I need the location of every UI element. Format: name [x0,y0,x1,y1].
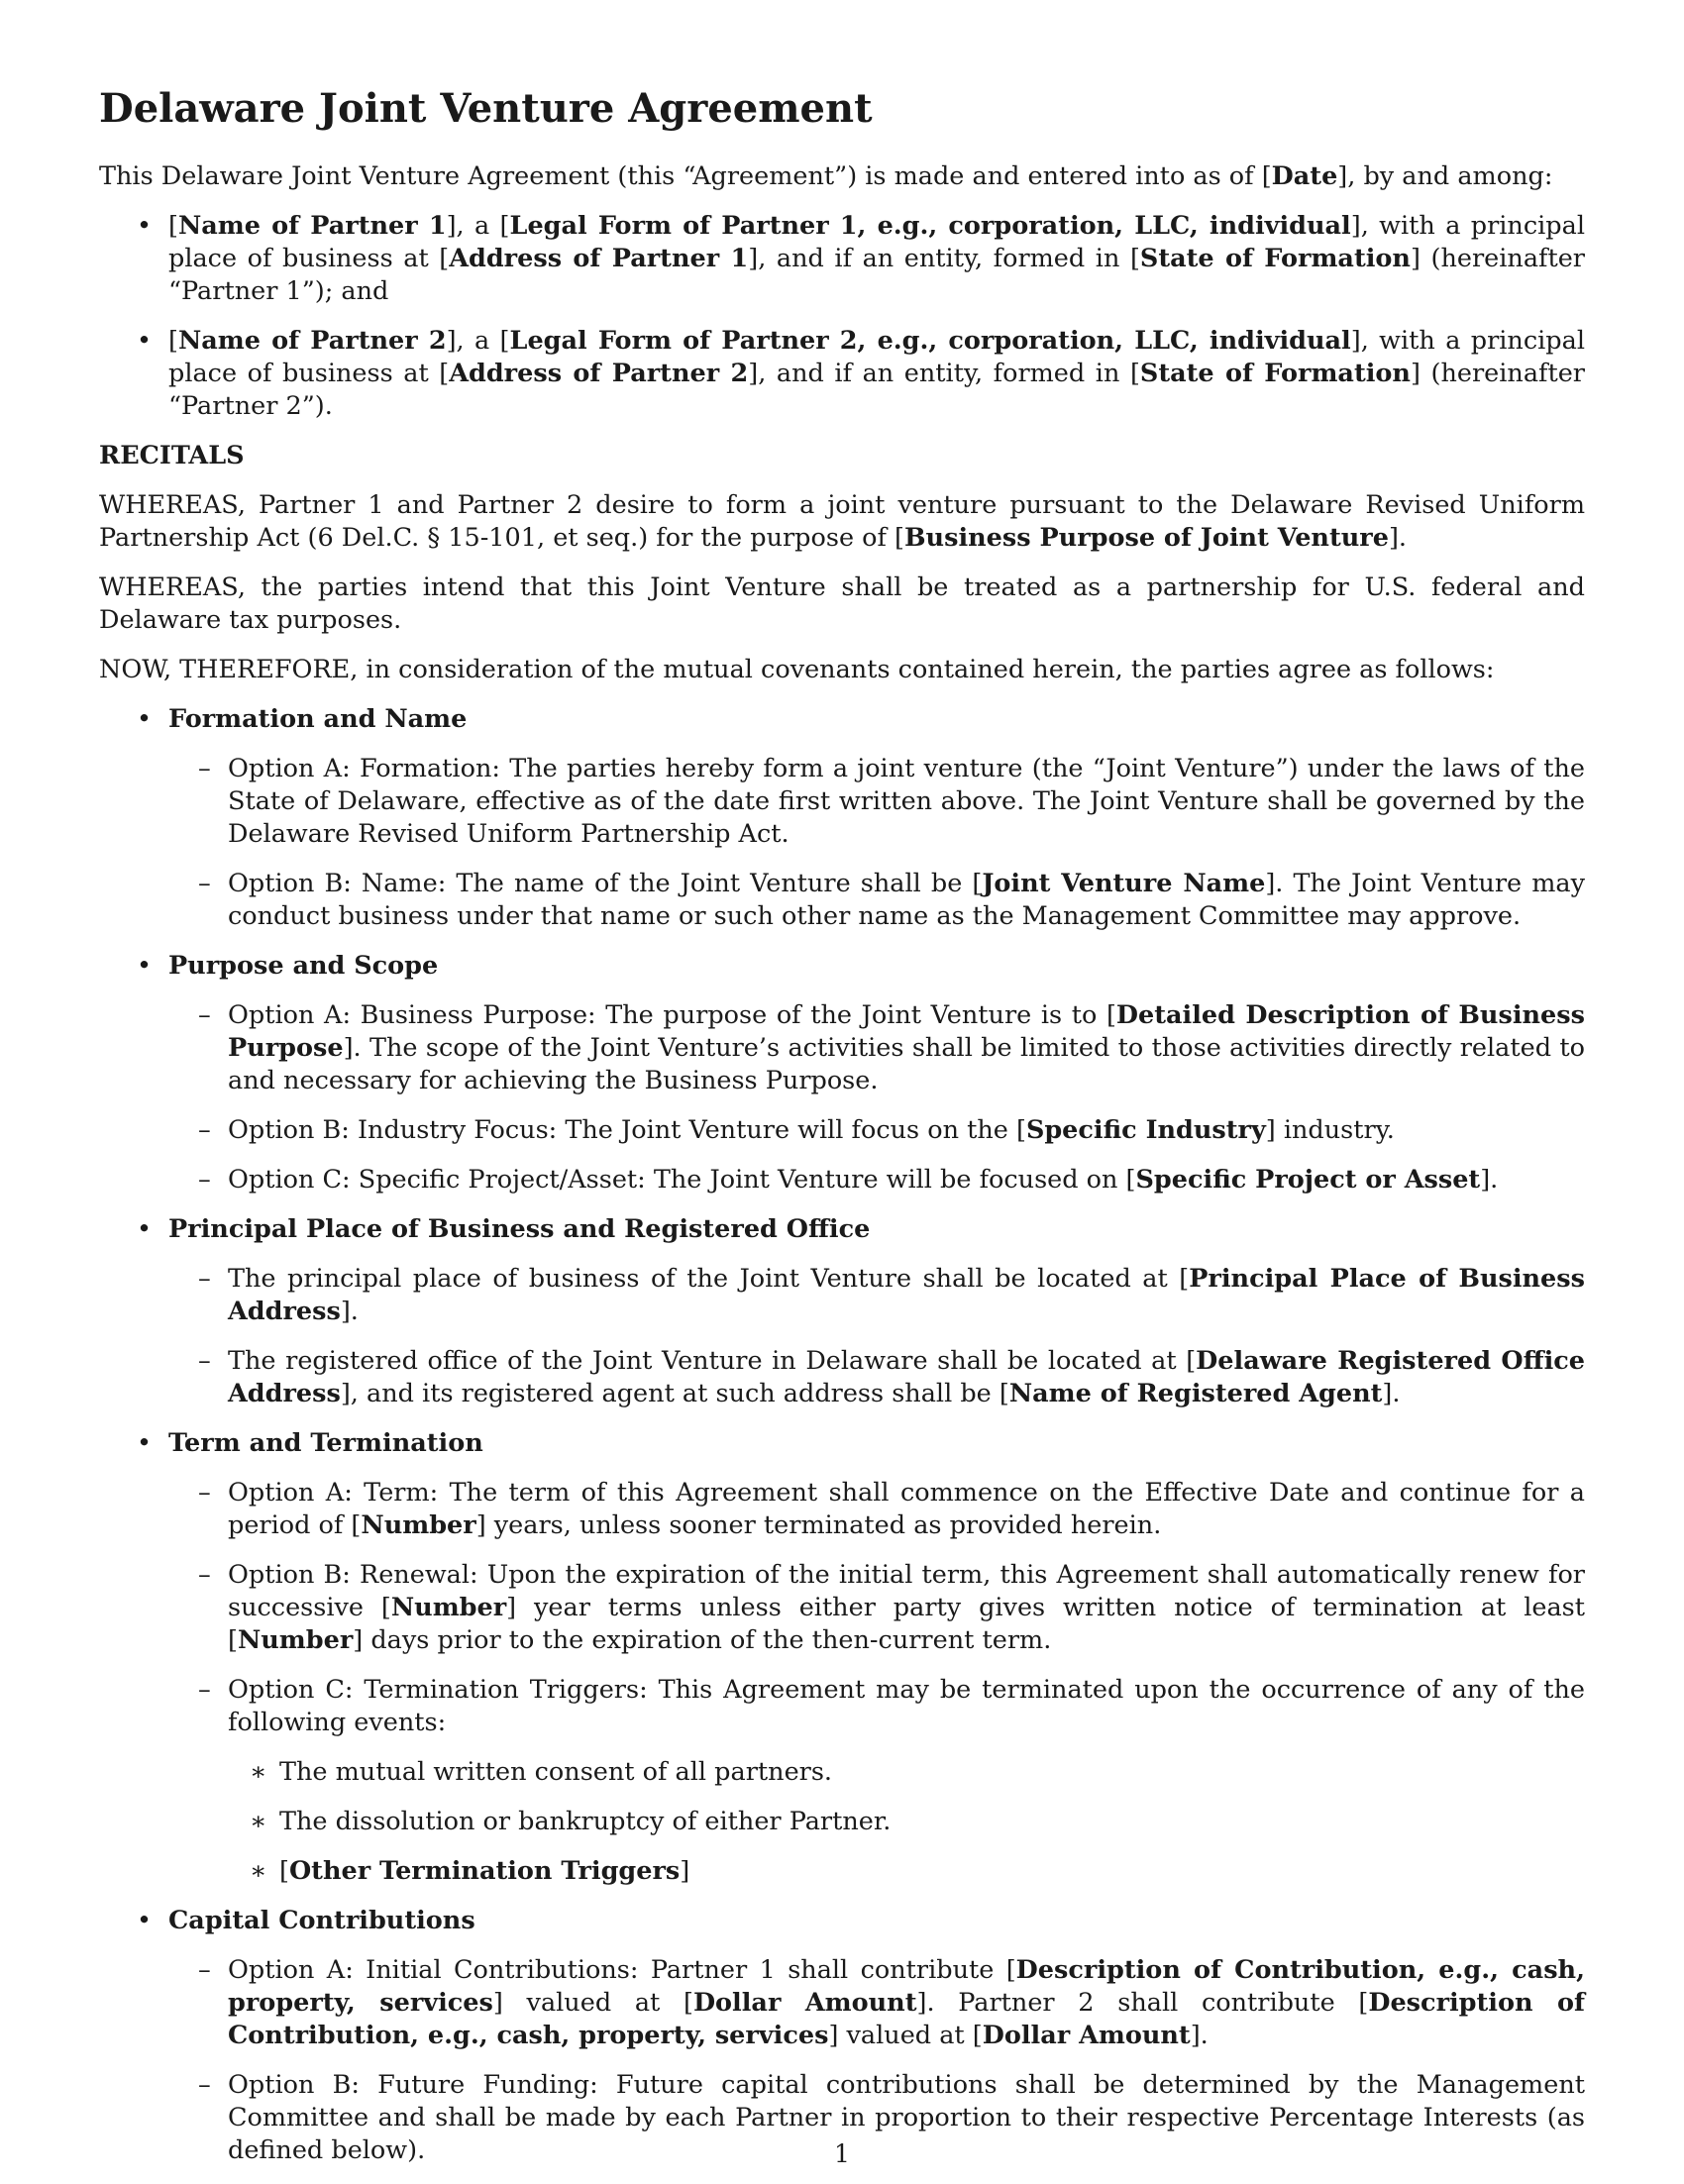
whereas-2: WHEREAS, the parties intend that this Joint Venture shall be treated as a partnership for U.S. federal and Delaware tax purposes. [99,572,1585,635]
document-title: Delaware Joint Venture Agreement [99,85,873,132]
section-formation [99,703,1585,933]
purpose-option-a: – Option A: Business Purpose: The purpose of the Joint Venture is to [Detailed Description of Business Purpose]. The scope of the Joint Venture’s activities shall be limited to those activities directly related to and necessary for achieving the Business Purpose. [168,999,1585,1097]
document-page [99,85,1585,2184]
section-purpose [99,950,1585,1196]
formation-option-b: – Option B: Name: The name of the Joint Venture shall be [Joint Venture Name]. The Joint Venture may conduct business under that name or such other name as the Management Committee may approve. [168,868,1585,933]
partner-2-item: • [Name of Partner 2], a [Legal Form of Partner 2, e.g., corporation, LLC, individual], with a principal place of business at [Address of Partner 2], and if an entity, formed in [State of Formation] (hereinafter “Partner 2”). [99,325,1585,423]
section-place [99,1213,1585,1410]
term-option-c: – Option C: Termination Triggers: This Agreement may be terminated upon the occurrence of any of the following events: ∗ The mutual written consent of all partners. ∗ The dissolution or bankruptcy of either Partner. ∗ [Other Termination Triggers] [168,1674,1585,1888]
capital-option-a: – Option A: Initial Contributions: Partner 1 shall contribute [Description of Contribution, e.g., cash, property, services] valued at [Dollar Amount]. Partner 2 shall contribute [Description of Contribution, e.g., cash, property, services] valued at [Dollar Amount]. [168,1954,1585,2052]
term-option-b: – Option B: Renewal: Upon the expiration of the initial term, this Agreement shall automatically renew for successive [Number] year terms unless either party gives written notice of termination at least [Number] days prior to the expiration of the then-current term. [168,1559,1585,1657]
termination-trigger: ∗ The mutual written consent of all partners. [228,1756,1585,1789]
section-title: Formation and Name [168,704,468,734]
whereas-1: WHEREAS, Partner 1 and Partner 2 desire to form a joint venture pursuant to the Delaware Revised Uniform Partnership Act (6 Del.C. § 15-101, et seq.) for the purpose of [Business Purpose of Joint Venture]. [99,490,1585,553]
partner-list [99,210,1585,423]
section-capital [99,1905,1585,2167]
purpose-option-c: – Option C: Specific Project/Asset: The Joint Venture will be focused on [Specific Project or Asset]. [168,1164,1585,1196]
section-term [99,1427,1585,1888]
formation-option-a: – Option A: Formation: The parties hereby form a joint venture (the “Joint Venture”) under the laws of the State of Delaware, effective as of the date first written above. The Joint Venture shall be governed by the Delaware Revised Uniform Partnership Act. [168,753,1585,851]
section-list [99,703,1585,2167]
capital-option-b: – Option B: Future Funding: Future capital contributions shall be determined by the Management Committee and shall be made by each Partner in proportion to their respective Percentage Interests (as defined below). [168,2069,1585,2167]
section-title: Capital Contributions [168,1906,475,1935]
termination-trigger: ∗ The dissolution or bankruptcy of either Partner. [228,1806,1585,1838]
purpose-option-b: – Option B: Industry Focus: The Joint Venture will focus on the [Specific Industry] industry. [168,1114,1585,1147]
page-number: 1 [834,2139,850,2168]
place-registered: – The registered office of the Joint Venture in Delaware shall be located at [Delaware Registered Office Address], and its registered agent at such address shall be [Name of Registered Agent]. [168,1345,1585,1410]
now-therefore: NOW, THEREFORE, in consideration of the mutual covenants contained herein, the parties agree as follows: [99,655,1495,684]
termination-trigger: ∗ [Other Termination Triggers] [228,1855,1585,1888]
place-principal: – The principal place of business of the Joint Venture shall be located at [Principal Place of Business Address]. [168,1263,1585,1328]
term-option-a: – Option A: Term: The term of this Agreement shall commence on the Effective Date and continue for a period of [Number] years, unless sooner terminated as provided herein. [168,1477,1585,1542]
section-title: Term and Termination [168,1428,483,1458]
section-title: Principal Place of Business and Registered Office [168,1214,871,1244]
section-title: Purpose and Scope [168,951,439,981]
intro-paragraph: This Delaware Joint Venture Agreement (this “Agreement”) is made and entered into as of [Date], by and among: [99,161,1553,191]
partner-1-item: • [Name of Partner 1], a [Legal Form of Partner 1, e.g., corporation, LLC, individual], with a principal place of business at [Address of Partner 1], and if an entity, formed in [State of Formation] (hereinafter “Partner 1”); and [99,210,1585,308]
recitals-heading: RECITALS [99,441,245,470]
